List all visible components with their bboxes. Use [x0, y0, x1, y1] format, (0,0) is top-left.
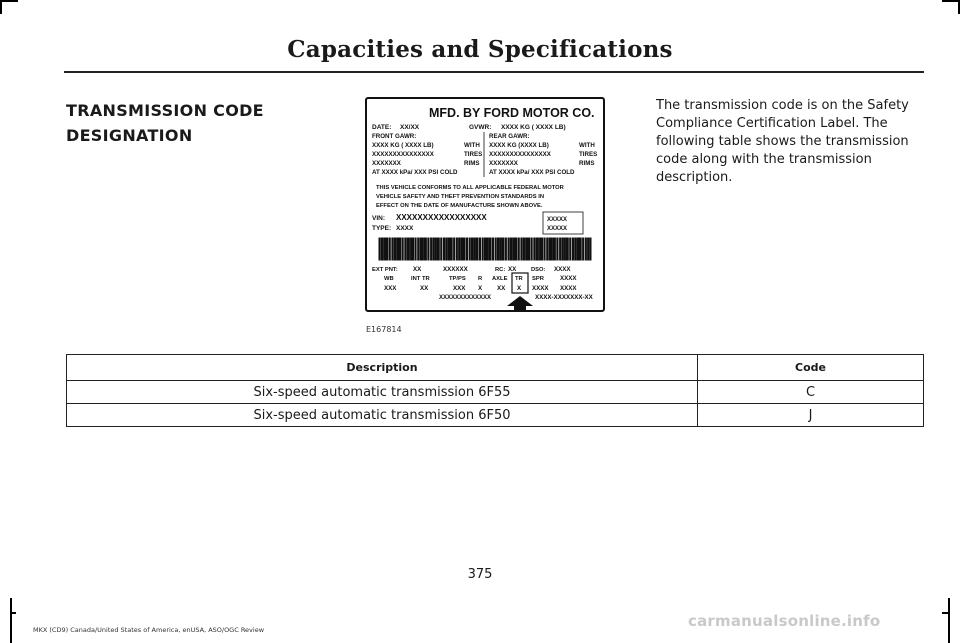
label-r: R: [478, 276, 483, 282]
column-header-code: Code: [698, 355, 924, 381]
label-front-x1: XXXXXXXXXXXXXXX: [372, 151, 434, 158]
label-conform-line: THIS VEHICLE CONFORMS TO ALL APPLICABLE FEDERAL MOTOR: [376, 185, 564, 191]
column-header-description: Description: [67, 355, 698, 381]
label-axle: AXLE: [492, 276, 508, 282]
label-spr-right: XXXX: [560, 275, 577, 282]
label-box-line: XXXXX: [547, 226, 568, 232]
crop-mark: [942, 612, 950, 614]
table-row: [67, 381, 924, 404]
label-with: WITH: [464, 142, 480, 149]
label-rc-label: RC:: [495, 267, 506, 273]
page-title: Capacities and Specifications: [287, 36, 673, 63]
cell-description: Six-speed automatic transmission 6F50: [67, 404, 698, 427]
label-bottom-left: XXXXXXXXXXXXX: [439, 295, 492, 301]
cell-code: C: [698, 381, 924, 404]
section-body: The transmission code is on the Safety Compliance Certification Label. The following table shows the transmission code along with the transmission description.: [656, 98, 909, 185]
watermark: carmanualsonline.info: [688, 612, 881, 630]
label-conform-line: EFFECT ON THE DATE OF MANUFACTURE SHOWN ABOVE.: [376, 203, 543, 209]
label-gvwr-value: XXXX KG ( XXXX LB): [501, 124, 566, 131]
section-title-line: TRANSMISSION CODE: [66, 101, 264, 120]
label-date-label: DATE:: [372, 124, 392, 131]
label-bottom-right: XXXX-XXXXXXX-XX: [535, 294, 593, 301]
label-row2: XXXX: [532, 285, 549, 292]
label-wb: WB: [384, 276, 394, 282]
label-ext-val: XX: [413, 266, 422, 273]
label-row2: XX: [497, 285, 506, 292]
label-front-at: AT XXXX kPa/ XXX PSI COLD: [372, 169, 458, 176]
cell-description: Six-speed automatic transmission 6F55: [67, 381, 698, 404]
label-row2: XXXX: [560, 285, 577, 292]
table-row: [67, 404, 924, 427]
footer-text: MKX (CD9) Canada/United States of America, enUSA, ASO/OGC Review: [33, 626, 265, 634]
label-maker: MFD. BY FORD MOTOR CO.: [429, 106, 595, 120]
label-rear-kg: XXXX KG (XXXX LB): [489, 142, 549, 149]
certification-label-figure: [365, 97, 605, 312]
label-date-value: XX/XX: [400, 124, 420, 131]
label-tires: TIRES: [464, 151, 483, 158]
table-header-row: [67, 355, 924, 381]
label-dso-label: DSO:: [531, 267, 546, 273]
label-front-gawr: FRONT GAWR:: [372, 133, 417, 140]
barcode: [379, 238, 591, 260]
arrow-up-icon: [507, 296, 533, 310]
label-type-label: TYPE:: [372, 225, 392, 232]
label-rear-gawr: REAR GAWR:: [489, 133, 530, 140]
label-box-line: XXXXX: [547, 217, 568, 223]
label-front-x2: XXXXXXX: [372, 160, 401, 167]
label-rims: RIMS: [579, 160, 595, 167]
label-dso-val: XXXX: [554, 266, 571, 273]
label-ext-pnt: EXT PNT:: [372, 267, 398, 273]
figure-code: E167814: [366, 325, 402, 334]
label-row2: XXX: [384, 285, 397, 292]
label-int-tr: INT TR: [411, 276, 430, 282]
crop-mark: [10, 612, 16, 614]
transmission-code-table: [66, 354, 924, 427]
label-row2: X: [517, 285, 522, 292]
cell-code: J: [698, 404, 924, 427]
page-number: 375: [467, 567, 493, 582]
label-type-value: XXXX: [396, 225, 414, 232]
label-tr: TR: [515, 276, 523, 282]
label-tp-ps: TP/PS: [449, 276, 466, 282]
label-gvwr-label: GVWR:: [469, 124, 492, 131]
label-xxxxxx: XXXXXX: [443, 266, 468, 273]
label-spr: SPR: [532, 276, 544, 282]
crop-mark: [0, 0, 2, 14]
label-rear-x1: XXXXXXXXXXXXXXX: [489, 151, 551, 158]
label-tires: TIRES: [579, 151, 598, 158]
crop-mark: [948, 598, 950, 643]
label-vin-value: XXXXXXXXXXXXXXXXX: [396, 213, 487, 222]
label-vin-label: VIN:: [372, 215, 385, 222]
label-rear-at: AT XXXX kPa/ XXX PSI COLD: [489, 169, 575, 176]
label-front-kg: XXXX KG ( XXXX LB): [372, 142, 434, 149]
section-title-line: DESIGNATION: [66, 126, 193, 145]
header-rule: [64, 71, 924, 73]
label-rims: RIMS: [464, 160, 480, 167]
crop-mark: [0, 0, 18, 2]
label-with: WITH: [579, 142, 595, 149]
label-rc-val: XX: [508, 266, 517, 273]
label-row2: XX: [420, 285, 429, 292]
label-conform-line: VEHICLE SAFETY AND THEFT PREVENTION STANDARDS IN: [376, 194, 545, 200]
label-rear-x2: XXXXXXX: [489, 160, 518, 167]
label-row2: X: [478, 285, 483, 292]
section-title: [66, 98, 346, 148]
crop-mark: [10, 598, 12, 643]
label-row2: XXX: [453, 285, 466, 292]
